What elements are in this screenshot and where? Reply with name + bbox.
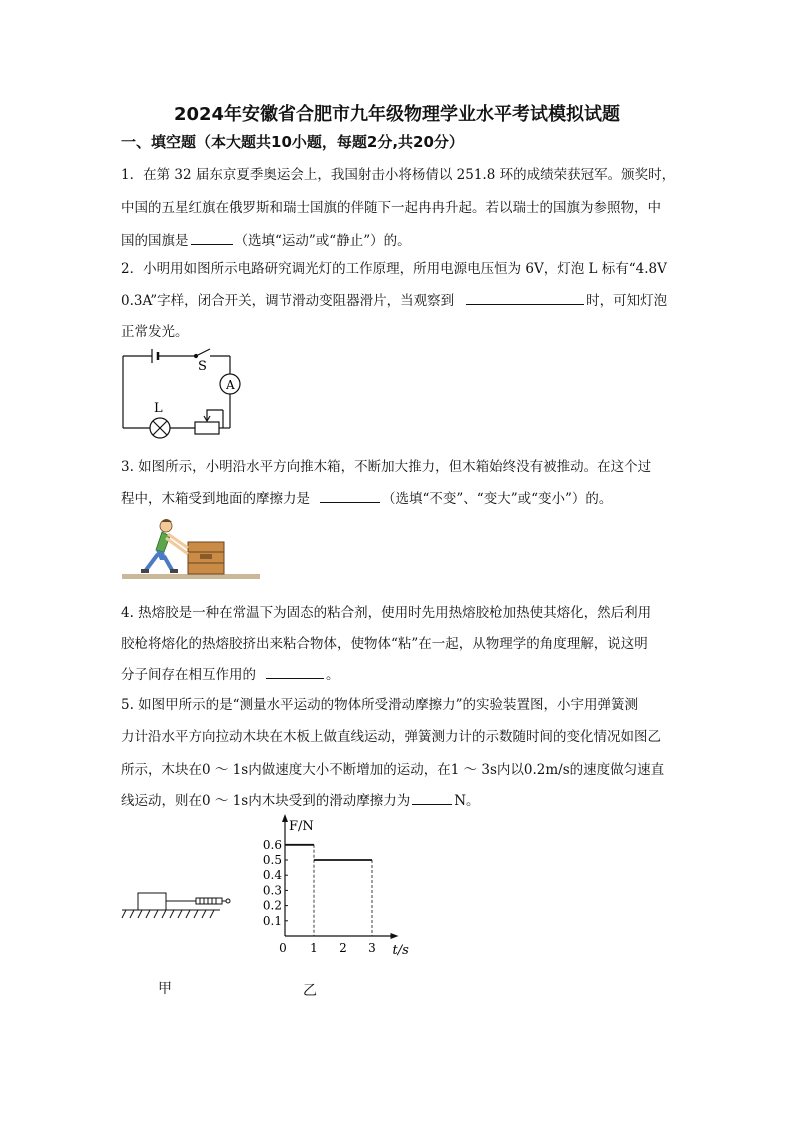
figure-label-jia: 甲 [158, 981, 172, 997]
q5-range-0-1s-b: 0 ～ 1s [202, 793, 249, 809]
y-tick-label: 0.4 [262, 868, 282, 883]
q5-line1: 5. 如图甲所示的是“测量水平运动的物体所受滑动摩擦力”的实验装置图，小宇用弹簧测 [121, 697, 638, 713]
q1-answer-blank[interactable] [191, 232, 233, 245]
q3-line2-b: （选填“不变”、“变大”或“变小”）的。 [382, 491, 613, 507]
boy-pushing-box-illustration [120, 512, 262, 582]
section-heading: 一、填空题（本大题共10小题，每题2分,共20分） [121, 133, 464, 151]
q2-line2-a: 0.3A”字样，闭合开关，调节滑动变阻器滑片，当观察到 [121, 293, 455, 309]
q4-line1: 4. 热熔胶是一种在常温下为固态的粘合剂，使用时先用热熔胶枪加热使其熔化，然后利用 [121, 605, 652, 621]
q4-line3-a: 分子间存在相互作用的 [121, 667, 256, 683]
q4-answer-blank[interactable] [266, 666, 324, 679]
q1-line3 [121, 229, 411, 249]
q5-range-1-3s: 1 ～ 3s [450, 762, 497, 778]
q2-line2-b: 时，可知灯泡 [586, 293, 668, 309]
ammeter-label: A [226, 378, 235, 392]
q5-line4 [121, 789, 480, 809]
rheostat [195, 422, 219, 434]
switch-blade [196, 349, 210, 356]
x-tick-label: 3 [368, 941, 376, 955]
board-hatching [122, 910, 214, 918]
q3-line1: 3. 如图所示，小明沿水平方向推木箱，不断加大推力，但木箱始终没有被推动。在这个过 [121, 459, 652, 475]
q3-line2 [121, 487, 612, 507]
q5-line3 [121, 758, 664, 778]
x-tick-label: 2 [339, 941, 347, 955]
q4-line2: 胶枪将熔化的热熔胶挤出来粘合物体，使物体“粘”在一起，从物理学的角度理解，说这明 [121, 636, 648, 652]
force-time-chart [250, 808, 440, 958]
q4-line3 [121, 663, 340, 683]
y-tick-label: 0.1 [262, 913, 282, 928]
q3-line2-a: 程中，木箱受到地面的摩擦力是 [121, 491, 310, 507]
q5-range-0-1s: 0 ～ 1s [202, 762, 249, 778]
q1-line1: 1．在第 32 届东京夏季奥运会上，我国射击小将杨倩以 251.8 环的成绩荣获冠军。颁奖时， [121, 167, 676, 183]
q5-line3-e: 内以 [496, 762, 524, 778]
q5-line4-c: 内木块受到的滑动摩擦力为 [248, 793, 411, 809]
q3-answer-blank[interactable] [320, 490, 380, 503]
switch-label: S [198, 359, 207, 374]
q5-line3-a: 所示，木块在 [121, 762, 202, 778]
x-tick-label: 0 [279, 941, 287, 955]
y-tick-label: 0.3 [262, 883, 282, 898]
x-tick-label: 1 [310, 941, 318, 955]
q1-line3-b: （选填“运动”或“静止”）的。 [234, 233, 411, 249]
circuit-diagram [118, 346, 248, 446]
q5-speed: 0.2m/s [523, 762, 570, 778]
q5-line4-a: 线运动，则在 [121, 793, 202, 809]
floor [122, 574, 260, 579]
q2-line1: 2．小明用如图所示电路研究调光灯的工作原理，所用电源电压恒为 6V，灯泡 L 标有“4.8V [121, 261, 667, 277]
q5-line4-d: N。 [454, 793, 480, 809]
q5-answer-blank[interactable] [412, 792, 452, 805]
q2-line3: 正常发光。 [121, 324, 189, 340]
apparatus-jia [120, 885, 235, 925]
x-axis-label: t/s [392, 943, 409, 958]
q4-line3-b: 。 [326, 667, 340, 683]
page-title: 2024年安徽省合肥市九年级物理学业水平考试模拟试题 [173, 104, 621, 125]
y-axis-label: F/N [289, 819, 314, 834]
q5-line3-g: 的速度做匀速直 [569, 762, 665, 778]
figure-label-yi: 乙 [303, 983, 317, 999]
q1-line2: 中国的五星红旗在俄罗斯和瑞士国旗的伴随下一起冉冉升起。若以瑞士的国旗为参照物，中 [121, 200, 661, 216]
y-axis-arrow [282, 814, 288, 822]
wooden-block [138, 893, 166, 910]
y-tick-label: 0.5 [262, 853, 282, 867]
q5-line2: 力计沿水平方向拉动木块在木板上做直线运动，弹簧测力计的示数随时间的变化情况如图乙 [121, 729, 661, 745]
y-tick-label: 0.6 [262, 837, 282, 852]
y-tick-label: 0.2 [262, 898, 282, 913]
q2-answer-blank[interactable] [466, 292, 584, 305]
lamp-label: L [154, 401, 163, 416]
q2-line2 [121, 289, 667, 309]
q5-line3-c: 内做速度大小不断增加的运动，在 [248, 762, 451, 778]
x-axis-arrow [391, 933, 399, 939]
q1-line3-a: 国的国旗是 [121, 233, 189, 249]
